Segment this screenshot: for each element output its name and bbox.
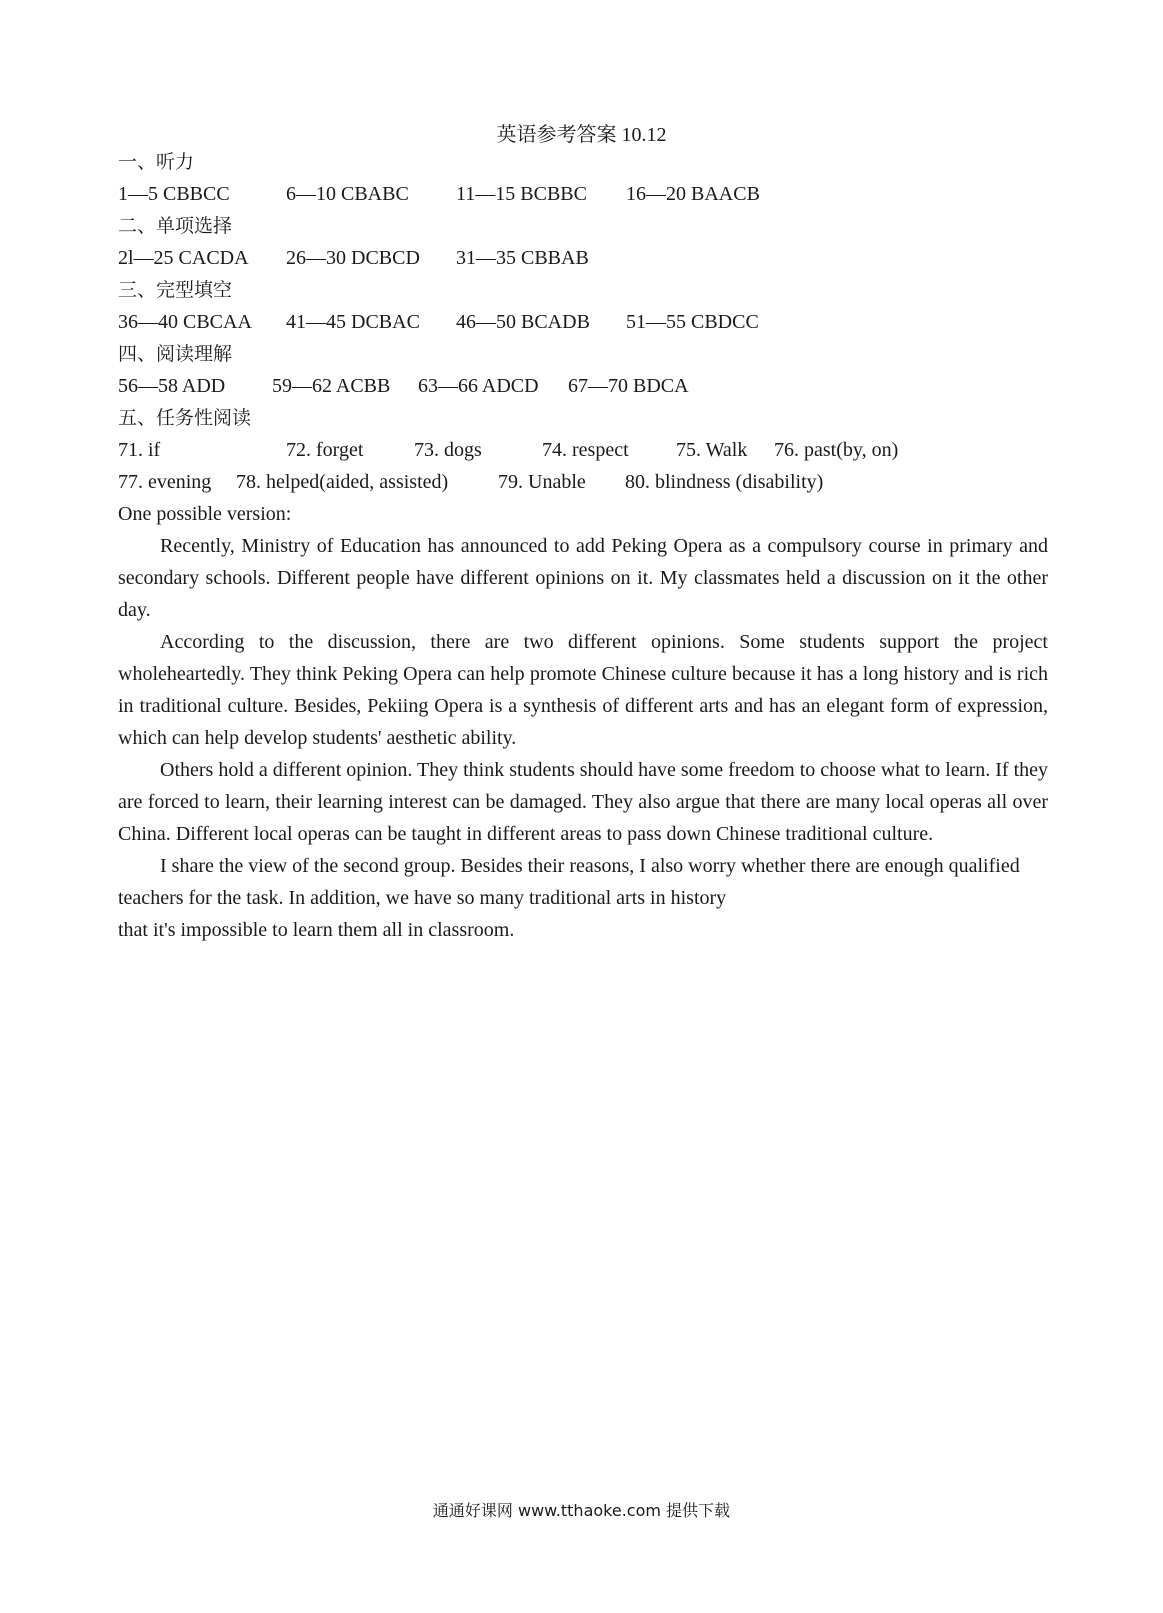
answer-group: 63—66 ADCD: [418, 375, 539, 397]
writing-paragraph-1: Recently, Ministry of Education has announced to add Peking Opera as a compulsory course in primary and secondary schools. Different people have different opinions on it. My classmates held a discussion on it the other day.: [118, 535, 1048, 621]
answer-item: 78. helped(aided, assisted): [236, 471, 449, 493]
writing-paragraph-2: According to the discussion, there are two different opinions. Some students support the project wholeheartedly. They think Peking Opera can help promote Chinese culture because it has a long history and is rich in traditional culture. Besides, Pekiing Opera is a synthesis of different arts and has an elegant form of expression, which can help develop students' aesthetic ability.: [118, 631, 1048, 749]
answer-item: 75. Walk: [676, 439, 748, 461]
cloze-heading: 三、完型填空: [118, 279, 233, 301]
answer-group: 56—58 ADD: [118, 375, 226, 397]
answer-item: 80. blindness (disability): [625, 471, 824, 493]
reading-heading: 四、阅读理解: [118, 343, 233, 365]
answer-item: 74. respect: [542, 439, 629, 461]
writing-intro: One possible version:: [118, 503, 292, 525]
reading-answers: [118, 370, 1048, 402]
listening-heading: 一、听力: [118, 151, 195, 173]
single-choice-answers: [118, 242, 1048, 274]
page-title: 英语参考答案 10.12: [496, 124, 667, 146]
answer-group: 31—35 CBBAB: [456, 247, 589, 269]
answer-item: 77. evening: [118, 471, 212, 493]
answer-group: 26—30 DCBCD: [286, 247, 420, 269]
answer-group: 59—62 ACBB: [272, 375, 391, 397]
writing-paragraph-4: [118, 850, 1048, 946]
answer-content: [118, 146, 1048, 946]
page-footer: 通通好课网 www.tthaoke.com 提供下载: [432, 1501, 731, 1520]
single-choice-heading: 二、单项选择: [118, 215, 233, 237]
answer-group: 16—20 BAACB: [626, 183, 760, 205]
answer-group: 11—15 BCBBC: [456, 183, 587, 205]
cloze-answers: [118, 306, 1048, 338]
answer-group: 6—10 CBABC: [286, 183, 409, 205]
writing-paragraph-3: Others hold a different opinion. They think students should have some freedom to choose what to learn. If they are forced to learn, their learning interest can be damaged. They also argue that there are many local operas all over China. Different local operas can be taught in different areas to pass down Chinese traditional culture.: [118, 759, 1048, 845]
writing-paragraph-4-line-2: that it's impossible to learn them all in classroom.: [118, 919, 515, 941]
answer-item: 73. dogs: [414, 439, 482, 461]
task-reading-answers-row-2: [118, 466, 1048, 498]
task-reading-heading: 五、任务性阅读: [118, 407, 252, 429]
answer-item: 71. if: [118, 439, 161, 461]
answer-group: 2l—25 CACDA: [118, 247, 249, 269]
answer-group: 51—55 CBDCC: [626, 311, 759, 333]
task-reading-answers-row-1: [118, 434, 1048, 466]
writing-paragraph-4-line-1: I share the view of the second group. Besides their reasons, I also worry whether there are enough qualified teachers for the task. In addition, we have so many traditional arts in history: [118, 855, 1020, 909]
answer-group: 36—40 CBCAA: [118, 311, 252, 333]
listening-answers: [118, 178, 1048, 210]
answer-group: 1—5 CBBCC: [118, 183, 230, 205]
answer-item: 72. forget: [286, 439, 364, 461]
answer-group: 46—50 BCADB: [456, 311, 590, 333]
answer-item: 76. past(by, on): [774, 439, 899, 461]
answer-group: 41—45 DCBAC: [286, 311, 420, 333]
answer-group: 67—70 BDCA: [568, 375, 689, 397]
answer-item: 79. Unable: [498, 471, 586, 493]
